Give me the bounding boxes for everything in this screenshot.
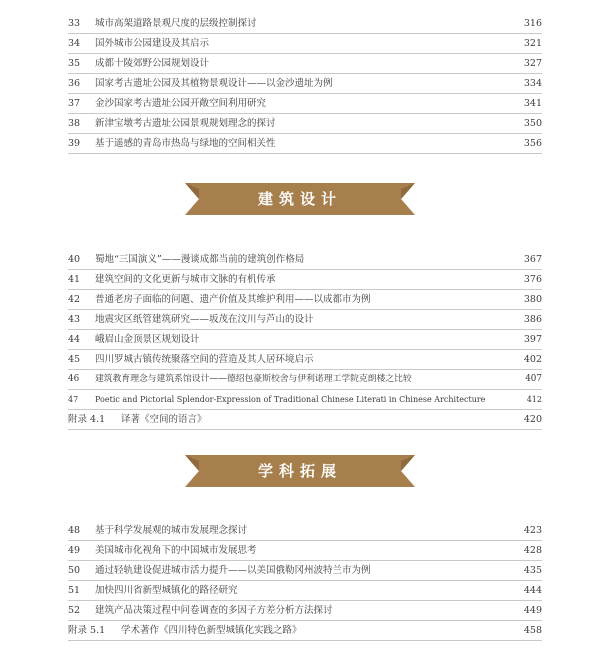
entry-page: 397: [523, 334, 542, 345]
toc-entry[interactable]: [68, 561, 542, 581]
entry-title: 译著《空间的语言》: [121, 414, 207, 425]
toc-entry[interactable]: [68, 541, 542, 561]
section-banner-discipline: [185, 455, 415, 487]
entry-title: 金沙国家考古遗址公园开敞空间利用研究: [95, 98, 267, 109]
entry-number: 40: [68, 254, 81, 265]
entry-page: 423: [523, 525, 542, 536]
entry-number: 附录 5.1: [68, 625, 106, 636]
entry-number: 51: [68, 585, 81, 596]
entry-title: 建筑产品决策过程中问卷调查的多因子方差分析方法探讨: [95, 605, 333, 616]
entry-number: 44: [68, 334, 81, 345]
toc-entry[interactable]: [68, 330, 542, 350]
entry-number: 附录 4.1: [68, 414, 106, 425]
toc-entry-appendix[interactable]: [68, 410, 542, 430]
entry-title: 建筑空间的文化更新与城市文脉的有机传承: [95, 274, 276, 285]
entry-page: 449: [523, 605, 542, 616]
toc-entry[interactable]: [68, 94, 542, 114]
entry-page: 444: [523, 585, 542, 596]
entry-number: 35: [68, 58, 81, 69]
entry-number: 36: [68, 78, 81, 89]
entry-title: 地震灾区纸管建筑研究——坂茂在汶川与芦山的设计: [95, 314, 314, 325]
entry-number: 38: [68, 118, 81, 129]
toc-entry[interactable]: [68, 601, 542, 621]
entry-title: 基于科学发展观的城市发展理念探讨: [95, 525, 248, 536]
entry-title: 基于遥感的青岛市热岛与绿地的空间相关性: [95, 138, 276, 149]
entry-title: 四川罗城古镇传统聚落空间的营造及其人居环境启示: [95, 354, 314, 365]
entry-page: 350: [523, 118, 542, 129]
entry-title: Poetic and Pictorial Splendor-Expression of Traditional Chinese Literati in Chinese Architecture: [95, 395, 486, 404]
entry-page: 327: [523, 58, 542, 69]
entry-number: 37: [68, 98, 81, 109]
toc-entry[interactable]: [68, 14, 542, 34]
toc-entry[interactable]: [68, 134, 542, 154]
entry-number: 33: [68, 18, 81, 29]
entry-number: 49: [68, 545, 81, 556]
entry-page: 321: [523, 38, 542, 49]
entry-number: 34: [68, 38, 81, 49]
entry-number: 46: [68, 374, 80, 384]
entry-title: 国外城市公园建设及其启示: [95, 38, 210, 49]
entry-page: 367: [523, 254, 542, 265]
section-heading: 建筑设计: [257, 190, 342, 208]
toc-entry-appendix[interactable]: [68, 621, 542, 641]
entry-number: 50: [68, 565, 81, 576]
toc-entry[interactable]: [68, 34, 542, 54]
entry-page: 380: [523, 294, 542, 305]
toc-entry[interactable]: [68, 54, 542, 74]
entry-page: 412: [526, 395, 542, 404]
toc-entry[interactable]: [68, 521, 542, 541]
entry-page: 420: [523, 414, 542, 425]
section-banner-architecture: [185, 183, 415, 215]
toc-entry[interactable]: [68, 290, 542, 310]
entry-title: 美国城市化视角下的中国城市发展思考: [95, 545, 257, 556]
entry-page: 402: [523, 354, 542, 365]
toc-section-discipline: [68, 521, 542, 641]
toc-entry[interactable]: [68, 350, 542, 370]
entry-title: 新津宝墩考古遗址公园景观规划理念的探讨: [95, 118, 276, 129]
entry-page: 356: [523, 138, 542, 149]
entry-number: 42: [68, 294, 81, 305]
entry-page: 428: [523, 545, 542, 556]
entry-title: 普通老房子面临的问题、遗产价值及其维护利用——以成都市为例: [95, 294, 371, 305]
entry-title: 建筑教育理念与建筑系馆设计——德绍包豪斯校舍与伊利诺理工学院克朗楼之比较: [95, 374, 412, 384]
toc-entry[interactable]: [68, 581, 542, 601]
entry-number: 52: [68, 605, 81, 616]
entry-title: 成都十陵郊野公园规划设计: [95, 58, 210, 69]
entry-title: 蜀地“三国演义”——漫谈成都当前的建筑创作格局: [95, 254, 305, 265]
entry-number: 47: [68, 395, 79, 404]
entry-title: 国家考古遗址公园及其植物景观设计——以金沙遗址为例: [95, 78, 333, 89]
entry-page: 435: [523, 565, 542, 576]
section-heading: 学科拓展: [257, 462, 342, 480]
entry-number: 48: [68, 525, 81, 536]
entry-number: 41: [68, 274, 81, 285]
entry-title: 通过轻轨建设促进城市活力提升——以美国俄勒冈州波特兰市为例: [95, 565, 371, 576]
entry-number: 39: [68, 138, 81, 149]
entry-title: 峨眉山金顶景区规划设计: [95, 334, 200, 345]
toc-entry[interactable]: [68, 74, 542, 94]
toc-entry[interactable]: [68, 250, 542, 270]
toc-entry[interactable]: [68, 114, 542, 134]
entry-page: 376: [523, 274, 542, 285]
entry-page: 316: [523, 18, 542, 29]
entry-number: 43: [68, 314, 81, 325]
entry-page: 407: [525, 374, 542, 384]
entry-title: 加快四川省新型城镇化的路径研究: [95, 585, 238, 596]
toc-entry[interactable]: [68, 310, 542, 330]
entry-page: 341: [523, 98, 542, 109]
entry-page: 386: [523, 314, 542, 325]
toc-section-landscape: [68, 14, 542, 154]
entry-title: 学术著作《四川特色新型城镇化实践之路》: [121, 625, 302, 636]
entry-title: 城市高架道路景观尺度的层级控制探讨: [95, 18, 257, 29]
entry-page: 458: [523, 625, 542, 636]
toc-section-architecture: [68, 250, 542, 430]
toc-entry[interactable]: [68, 390, 542, 410]
toc-entry[interactable]: [68, 270, 542, 290]
toc-entry[interactable]: [68, 370, 542, 390]
entry-number: 45: [68, 354, 81, 365]
entry-page: 334: [523, 78, 542, 89]
